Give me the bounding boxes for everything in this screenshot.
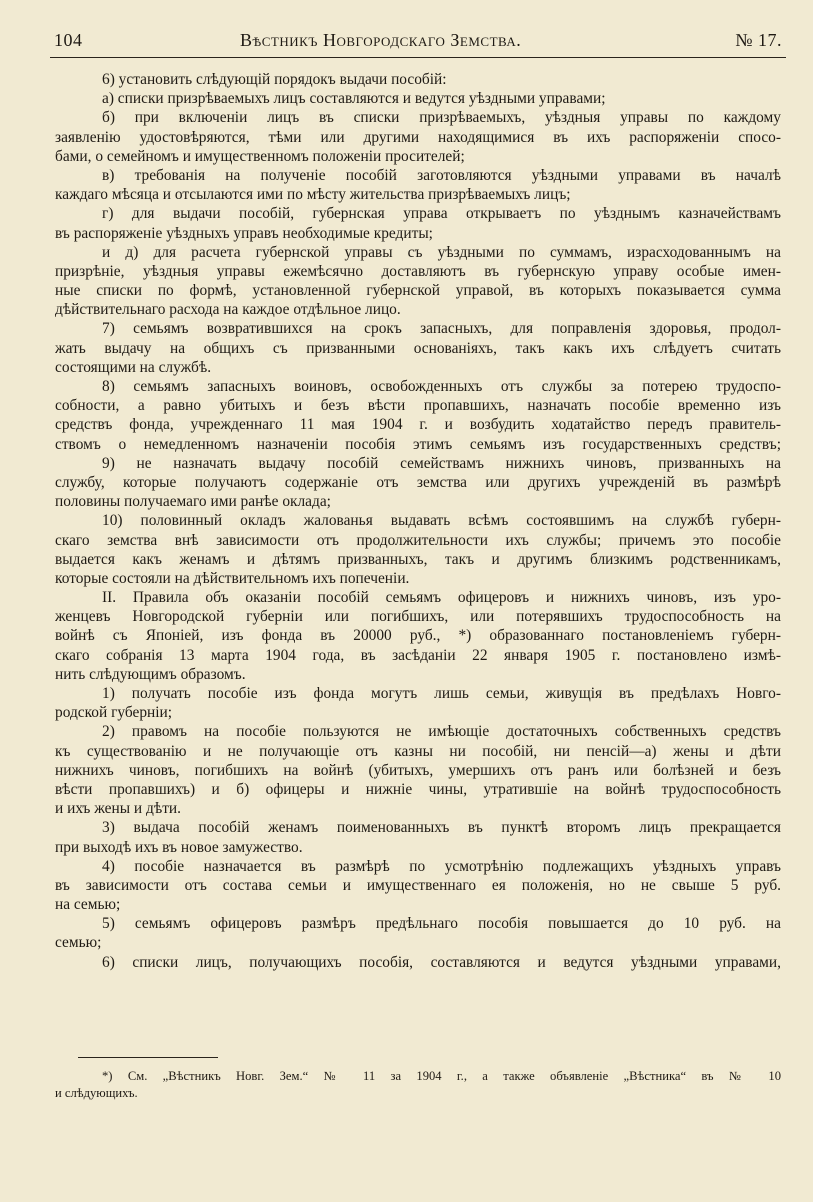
text-line: въ распоряженіе уѣздныхъ управъ необходимые кредиты; (55, 224, 433, 242)
text-line: въ зависимости отъ состава семьи и имущественнаго ея положенія, но не свыше 5 руб. (55, 876, 781, 894)
text-line: 4) пособіе назначается въ размѣрѣ по усмотрѣнію подлежащихъ уѣздныхъ управъ (102, 857, 781, 875)
text-line: 5) семьямъ офицеровъ размѣръ предѣльнаго пособія повышается до 10 руб. на (102, 915, 781, 933)
text-line: а) списки призрѣваемыхъ лицъ составляются и ведутся уѣздными управами; (102, 90, 606, 108)
text-line: 7) семьямъ возвратившихся на срокъ запасныхъ, для поправленія здоровья, продол- (102, 320, 781, 338)
text-line: б) при включеніи лицъ въ списки призрѣваемыхъ, уѣздныя управы по каждому (102, 109, 781, 127)
text-line: женцевъ Новгородской губерніи или погибшихъ, или потерявшихъ трудоспособность на (55, 608, 781, 626)
text-line: ствомъ о немедленномъ назначеніи пособія этимъ семьямъ изъ государственныхъ средствъ; (55, 435, 781, 453)
text-line: г) для выдачи пособій, губернская управа открываетъ по уѣзднымъ казначействамъ (102, 205, 781, 223)
text-line: которые состояли на дѣйствительномъ ихъ попеченіи. (55, 569, 410, 587)
text-line: войнѣ съ Японіей, изъ фонда въ 20000 руб., *) образованнаго постановленіемъ губерн- (55, 627, 781, 645)
text-line: 1) получать пособіе изъ фонда могутъ лишь семьи, живущія въ предѣлахъ Новго- (102, 685, 781, 702)
text-line: скаго земства внѣ зависимости отъ продолжительности ихъ службы; причемъ это пособіе (55, 531, 781, 549)
text-line: и д) для расчета губернской управы съ уѣздными по суммамъ, израсходованнымъ на (102, 243, 781, 261)
text-line: вѣсти пропавшихъ) и б) офицеры и нижніе чины, утратившіе на войнѣ трудоспособность (55, 780, 781, 798)
text-line: 10) половинный окладъ жалованья выдавать всѣмъ состоявшимъ на службѣ губерн- (102, 512, 781, 530)
text-line: выдается какъ женамъ и дѣтямъ призванныхъ, такъ и другимъ близкимъ родственникамъ, (55, 550, 781, 568)
text-line: къ существованію и не получающіе отъ казны ни пособій, ни пенсій—а) жены и дѣти (55, 742, 781, 760)
text-line: призрѣніе, уѣздныя управы ежемѣсячно доставляютъ въ губернскую управу особые имен- (55, 262, 781, 280)
text-line: 9) не назначать выдачу пособій семействамъ нижнихъ чиновъ, призванныхъ на (102, 454, 781, 472)
text-line: половины получаемаго ими ранѣе оклада; (55, 493, 331, 511)
footnote-line: *) См. „Вѣстникъ Новг. Зем.“ № 11 за 1904 г., а также объявленіе „Вѣстника“ въ № 10 (102, 1069, 781, 1083)
footnote (55, 1068, 781, 1102)
text-line: 3) выдача пособій женамъ поименованныхъ въ пунктѣ второмъ лицъ прекращается (102, 819, 781, 837)
text-line: 6) списки лицъ, получающихъ пособія, составляются и ведутся уѣздными управами, (102, 953, 781, 971)
text-line: скаго собранія 13 марта 1904 года, въ засѣданіи 22 января 1905 г. постановлено измѣ- (55, 646, 781, 664)
text-line: 2) правомъ на пособіе пользуются не имѣющіе достаточныхъ собственныхъ средствъ (102, 723, 781, 741)
text-line: 8) семьямъ запасныхъ воиновъ, освобожденныхъ отъ службы за потерею трудоспо- (102, 378, 781, 395)
text-line: при выходѣ ихъ въ новое замужество. (55, 838, 303, 856)
text-line: на семью; (55, 896, 121, 914)
text-line: родской губерніи; (55, 704, 173, 722)
text-line: 6) установить слѣдующій порядокъ выдачи пособій: (102, 71, 447, 88)
text-line: в) требованія на полученіе пособій заготовляются уѣздными управами въ началѣ (102, 166, 781, 184)
text-line: жать выдачу на общихъ съ призванными основаніяхъ, такъ какъ ихъ слѣдуетъ считать (55, 339, 781, 357)
text-line: и ихъ жены и дѣти. (55, 800, 182, 818)
text-line: нить слѣдующимъ образомъ. (55, 665, 246, 683)
text-line: нижнихъ чиновъ, погибшихъ на войнѣ (убитыхъ, умершихъ отъ ранъ или болѣзней и безъ (55, 761, 781, 779)
footnote-line: и слѣдующихъ. (55, 1086, 138, 1100)
text-line: средствъ фонда, учрежденнаго 11 мая 1904 г. и возбудить ходатайство передъ правитель- (55, 416, 781, 434)
body-text (55, 70, 781, 972)
text-line: заявленію удостовѣряются, тѣми или другими находящимися въ ихъ распоряженіи спосо- (55, 128, 781, 146)
text-line: каждаго мѣсяца и отсылаются ими по мѣсту жительства призрѣваемыхъ лицъ; (55, 186, 571, 204)
footnote-rule (78, 1057, 218, 1058)
text-line: службу, которые получаютъ содержаніе отъ земства или другихъ учрежденій въ размѣрѣ (55, 473, 781, 491)
text-line: ные списки по формѣ, установленной губернской управой, въ которыхъ показывается сумма (55, 282, 781, 300)
page-number: 104 (54, 30, 83, 50)
page-header (50, 27, 786, 58)
issue-number: № 17. (735, 30, 782, 50)
text-line: II. Правила объ оказаніи пособій семьямъ офицеровъ и нижнихъ чиновъ, изъ уро- (102, 589, 781, 607)
text-line: семью; (55, 934, 102, 952)
text-line: дѣйствительнаго расхода на каждое отдѣльное лицо. (55, 301, 401, 319)
text-line: собности, а равно убитыхъ и безъ вѣсти пропавшихъ, назначать пособіе временно изъ (55, 397, 781, 415)
text-line: бами, о семейномъ и имущественномъ положеніи просителей; (55, 147, 465, 165)
journal-title: Вѣстникъ Новгородскаго Земства. (240, 30, 522, 50)
text-line: состоящими на службѣ. (55, 358, 212, 376)
